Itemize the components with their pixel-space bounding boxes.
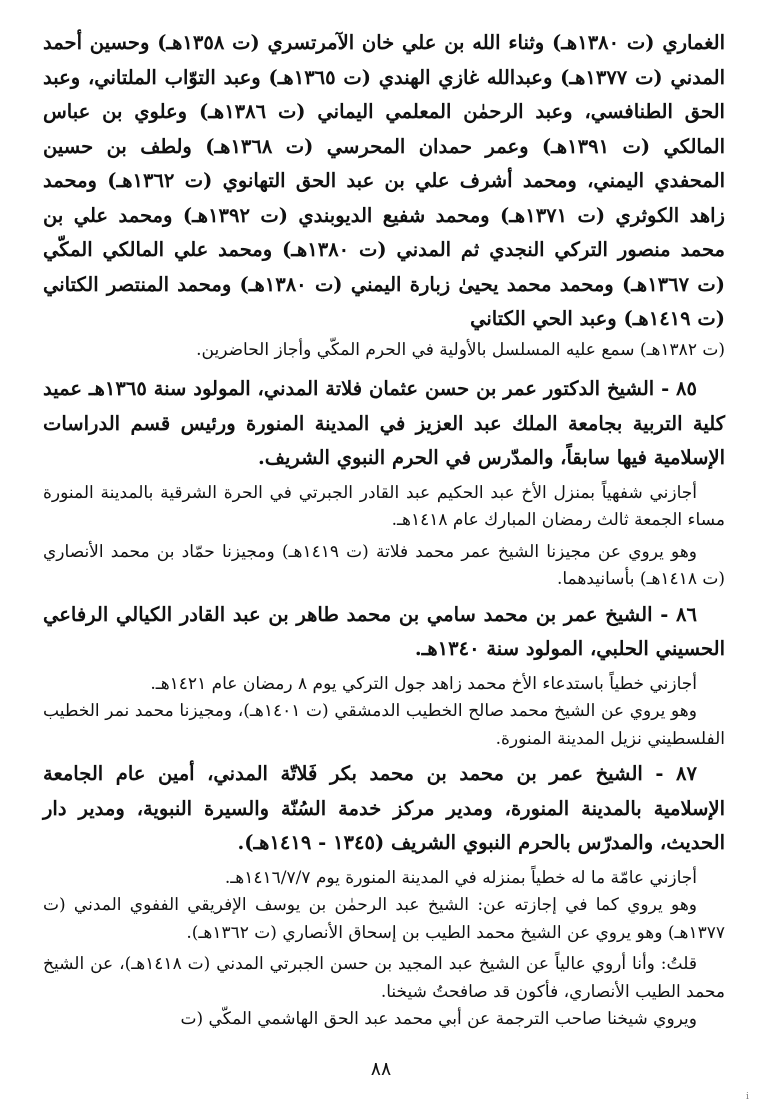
entry-86-ijaza: أجازني خطياً باستدعاء الأخ محمد زاهد جول التركي يوم ٨ رمضان عام ١٤٢١هـ. (150, 673, 697, 694)
paragraph-scholars-list: الغماري (ت ١٣٨٠هـ) وثناء الله بن علي خان الآمرتسري (ت ١٣٥٨هـ) وحسين أحمد المدني (ت ١٣٧٧هـ) وعبدالله غازي الهندي (ت ١٣٦٥هـ) وعبد التوّاب الملتاني، وعبد الحق الطنافسي، وعبد الرحمٰن المعلمي اليماني (ت ١٣٨٦هـ) وعلوي بن عباس المالكي (ت ١٣٩١هـ) وعمر حمدان المحرسي (ت ١٣٦٨هـ) ولطف بن حسين المحفدي اليمني، ومحمد أشرف علي بن عبد الحق التهانوي (ت ١٣٦٢هـ) ومحمد زاهد الكوثري (ت ١٣٧١هـ) ومحمد شفيع الديوبندي (ت ١٣٩٢هـ) ومحمد علي بن محمد منصور التركي النجدي ثم المدني (ت ١٣٨٠هـ) ومحمد علي المالكي المكّي (ت ١٣٦٧هـ) ومحمد محمد يحيىٰ زبارة اليمني (ت ١٣٨٠هـ) ومحمد المنتصر الكتاني (ت ١٤١٩هـ) وعبد الحي الكتاني (43, 31, 726, 330)
entry-86-heading: ٨٦ - الشيخ عمر بن محمد سامي بن محمد طاهر بن عبد القادر الكيالي الرفاعي الحسيني الحلبي، المولود سنة ١٣٤٠هـ. (43, 602, 725, 660)
paragraph-musalsal-note: (ت ١٣٨٢هـ) سمع عليه المسلسل بالأولية في الحرم المكّي وأجاز الحاضرين. (196, 339, 725, 360)
entry-87-author-note: قلتُ: وأنا أروي عالياً عن الشيخ عبد المجيد بن حسن الجبرتي المدني (ت ١٤١٨هـ)، عن الشيخ محمد الطيب الأنصاري، فأكون قد صافحتُ شيخنا. (43, 954, 725, 1002)
entry-87-continuation: ويروي شيخنا صاحب الترجمة عن أبي محمد عبد الحق الهاشمي المكّي (ت (180, 1009, 697, 1029)
page-number: ٨٨ (370, 1058, 392, 1080)
entry-85-chain: وهو يروي عن مجيزنا الشيخ عمر محمد فلاتة (ت ١٤١٩هـ) ومجيزنا حمّاد بن محمد الأنصاري (ت ١٤١٨هـ) بأسانيدهما. (43, 541, 725, 589)
body-text (43, 26, 725, 1034)
entry-85-ijaza: أجازني شفهياً بمنزل الأخ عبد الحكيم عبد القادر الجبرتي في الحرة الشرقية بالمدينة المنورة مساء الجمعة ثالث رمضان المبارك عام ١٤١٨هـ. (43, 482, 725, 530)
entry-87-heading: ٨٧ - الشيخ عمر بن محمد بن محمد بكر فَلاتّة المدني، أمين عام الجامعة الإسلامية بالمدينة المنورة، ومدير مركز خدمة السُنّة والسيرة النبوية، ومدير دار الحديث، والمدرّس بالحرم النبوي الشريف (١٣٤٥ - ١٤١٩هـ). (43, 762, 725, 854)
entry-85-heading: ٨٥ - الشيخ الدكتور عمر بن حسن عثمان فلاتة المدني، المولود سنة ١٣٦٥هـ عميد كلية التربية بجامعة الملك عبد العزيز في المدينة المنورة ورئيس قسم الدراسات الإسلامية فيها سابقاً، والمدّرس في الحرم النبوي الشريف. (43, 377, 725, 469)
entry-87-chain: وهو يروي كما في إجازته عن: الشيخ عبد الرحمٰن بن يوسف الإفريقي الففوي المدني (ت ١٣٧٧هـ) وهو يروي عن الشيخ محمد الطيب بن إسحاق الأنصاري (ت ١٣٦٢هـ). (43, 895, 725, 943)
entry-86-chain: وهو يروي عن الشيخ محمد صالح الخطيب الدمشقي (ت ١٤٠١هـ)، ومجيزنا محمد نمر الخطيب الفلسطيني نزيل المدينة المنورة. (43, 701, 725, 749)
corner-mark: i (746, 1092, 749, 1102)
entry-87-ijaza: أجازني عامّة ما له خطياً بمنزله في المدينة المنورة يوم ١٤١٦/٧/٧هـ. (224, 867, 697, 888)
